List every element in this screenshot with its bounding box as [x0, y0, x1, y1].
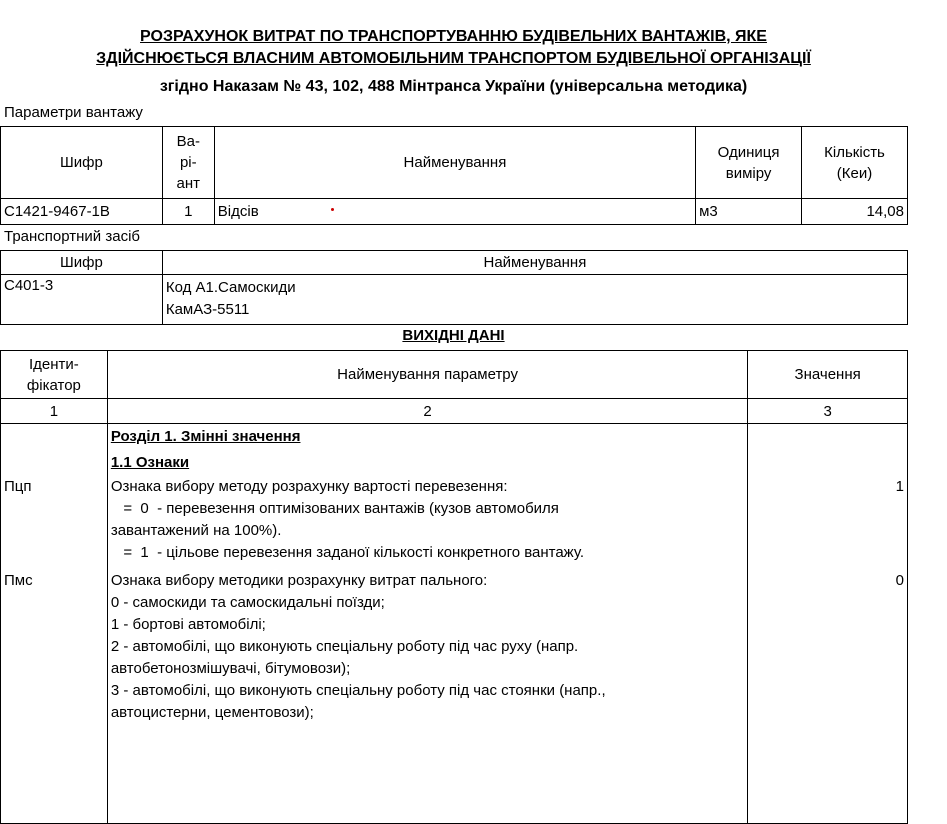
cargo-unit-cell: м3: [696, 199, 802, 225]
source-heading: ВИХІДНІ ДАНІ: [402, 327, 505, 344]
cargo-header-unit: Одиниця виміру: [696, 127, 802, 199]
vehicle-name-line1: Код А1.Самоскиди: [165, 279, 296, 296]
source-table: [0, 350, 908, 824]
cargo-header-variant: Ва- рі- ант: [162, 127, 214, 199]
value-column: [748, 424, 908, 824]
section-heading: Розділ 1. Змінні значення: [110, 428, 301, 445]
subsection-heading: 1.1 Ознаки: [110, 454, 190, 471]
selection-dot-icon: [331, 208, 334, 211]
pms-line: автобетонозмішувачі, бітумовози);: [110, 660, 351, 677]
vehicle-header-name: Найменування: [162, 251, 907, 275]
cargo-header-qty: Кількість (Кеи): [802, 127, 908, 199]
pms-line: 1 - бортові автомобілі;: [110, 616, 266, 633]
source-header-param: Найменування параметру: [107, 351, 747, 399]
cargo-table: [0, 126, 908, 225]
cargo-section-label: Параметри вантажу: [4, 104, 143, 121]
param-value-pcp: 1: [895, 478, 904, 495]
cargo-header-name: Найменування: [214, 127, 695, 199]
column-number-2: 2: [107, 399, 747, 424]
source-header-value: Значення: [748, 351, 908, 399]
vehicle-code-cell: С401-3: [1, 275, 163, 325]
cargo-code-cell: С1421-9467-1В: [1, 199, 163, 225]
id-column: [1, 424, 108, 824]
param-desc-pcp: [111, 476, 744, 570]
cargo-variant-cell: 1: [162, 199, 214, 225]
vehicle-name-cell: [162, 275, 907, 325]
pms-line: 2 - автомобілі, що виконують спеціальну роботу під час руху (напр.: [110, 638, 579, 655]
cargo-qty-cell: 14,08: [802, 199, 908, 225]
vehicle-section-label: Транспортний засіб: [4, 228, 140, 245]
cargo-header-code: Шифр: [1, 127, 163, 199]
pms-line: автоцистерни, цементовози);: [110, 704, 314, 721]
report-title-line1: РОЗРАХУНОК ВИТРАТ ПО ТРАНСПОРТУВАННЮ БУДІВЕЛЬНИХ ВАНТАЖІВ, ЯКЕ: [140, 28, 767, 45]
param-column: [107, 424, 747, 824]
pcp-line: Ознака вибору методу розрахунку вартості перевезення:: [110, 478, 508, 495]
param-id-pcp: Пцп: [4, 478, 32, 495]
report-title-line2: ЗДІЙСНЮЄТЬСЯ ВЛАСНИМ АВТОМОБІЛЬНИМ ТРАНСПОРТОМ БУДІВЕЛЬНОЇ ОРГАНІЗАЦІЇ: [96, 50, 811, 67]
pms-line: 3 - автомобілі, що виконують спеціальну роботу під час стоянки (напр.,: [110, 682, 606, 699]
param-value-pms: 0: [895, 572, 904, 589]
column-number-3: 3: [748, 399, 908, 424]
pms-line: 0 - самоскиди та самоскидальні поїзди;: [110, 594, 385, 611]
column-number-1: 1: [1, 399, 108, 424]
report-subtitle: згідно Наказам № 43, 102, 488 Мінтранса України (універсальна методика): [159, 78, 748, 95]
pcp-line: = 0 - перевезення оптимізованих вантажів (кузов автомобиля: [110, 500, 559, 517]
pcp-line: = 1 - цільове перевезення заданої кількості конкретного вантажу.: [110, 544, 585, 561]
vehicle-header-code: Шифр: [1, 251, 163, 275]
pms-line: Ознака вибору методики розрахунку витрат пального:: [110, 572, 488, 589]
pcp-line: завантажений на 100%).: [110, 522, 282, 539]
cargo-name-cell: Відсів: [214, 199, 695, 225]
param-desc-pms: [111, 570, 744, 724]
vehicle-name-line2: КамАЗ-5511: [165, 301, 250, 318]
vehicle-table: [0, 250, 908, 325]
source-header-id: Іденти- фікатор: [1, 351, 108, 399]
param-id-pms: Пмс: [4, 572, 33, 589]
